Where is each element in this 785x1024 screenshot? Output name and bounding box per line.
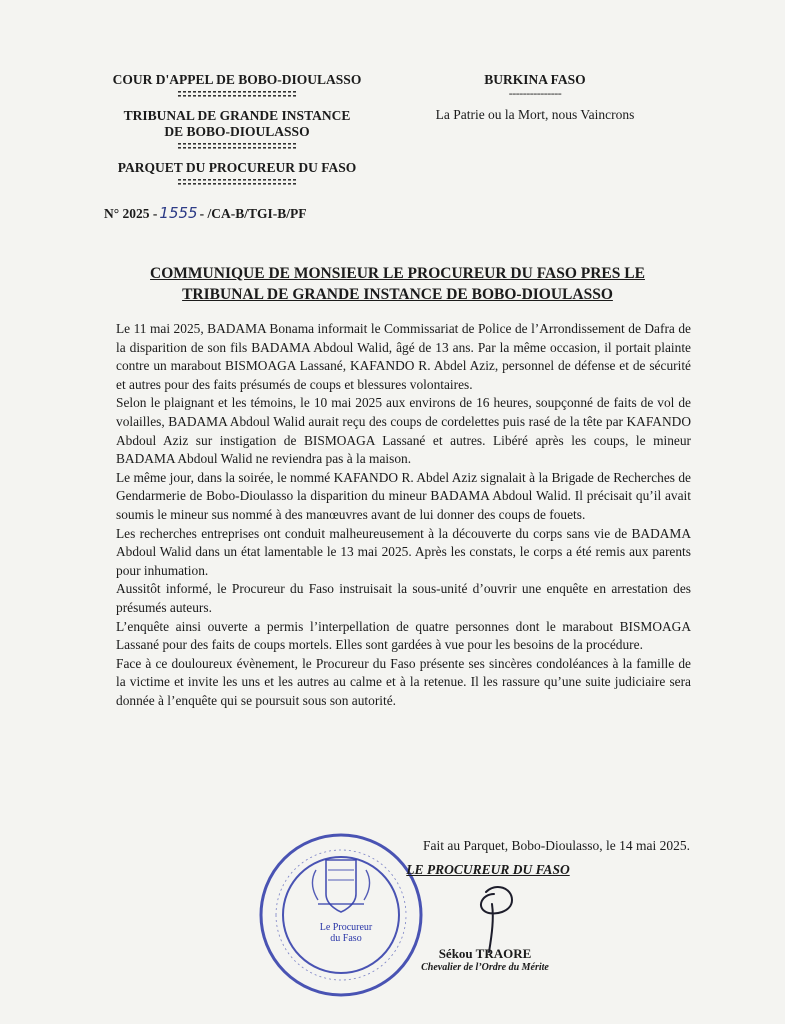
- ornamental-separator: [178, 143, 296, 149]
- communique-title: [96, 263, 699, 305]
- issuing-authority-header: [98, 72, 376, 196]
- parquet-name: PARQUET DU PROCUREUR DU FASO: [117, 160, 357, 175]
- place-and-date: Fait au Parquet, Bobo-Dioulasso, le 14 mai 2025.: [423, 838, 690, 853]
- tribunal-name-line1: TRIBUNAL DE GRANDE INSTANCE: [123, 108, 351, 123]
- signatory-name: Sékou TRAORE: [438, 946, 532, 961]
- ornamental-separator: [178, 179, 296, 185]
- reference-prefix: N° 2025: [104, 206, 150, 221]
- seal-line1: Le Procureur: [319, 922, 373, 933]
- paragraph: Selon le plaignant et les témoins, le 10 mai 2025 aux environs de 16 heures, soupçonné de faits de vol de volailles, BADAMA Abdoul Walid aurait reçu des coups de cordelettes puis rasé de la tête par KAFANDO Abdoul Aziz sur instigation de BISMOAGA Lassané et autres. Libéré après les coups, le mineur BADAMA Abdoul Walid ne reviendra pas à la maison.: [116, 395, 691, 467]
- paragraph: Le même jour, dans la soirée, le nommé KAFANDO R. Abdel Aziz signalait à la Brigade de Recherches de Gendarmerie de Bobo-Dioulasso la disparition du mineur BADAMA Abdoul Walid. Il précisait qu’il avait soumis le mineur sus nommé à des manœuvres avant de lui donner des coups de fouets.: [116, 469, 691, 522]
- court-name: COUR D'APPEL DE BOBO-DIOULASSO: [112, 72, 362, 87]
- paragraph: Aussitôt informé, le Procureur du Faso instruisait la sous-unité d’ouvrir une enquête en arrestation des présumés auteurs.: [116, 581, 691, 615]
- signatory-distinction: Chevalier de l’Ordre du Mérite: [421, 962, 549, 973]
- reference-suffix: /CA-B/TGI-B/PF: [207, 206, 307, 221]
- handwritten-reference-number: 1555: [159, 204, 198, 222]
- signatory-title: LE PROCUREUR DU FASO: [406, 862, 570, 877]
- title-line2: TRIBUNAL DE GRANDE INSTANCE DE BOBO-DIOULASSO: [182, 286, 613, 303]
- paragraph: Les recherches entreprises ont conduit malheureusement à la découverte du corps sans vie de BADAMA Abdoul Walid dans un état lamentable le 13 mai 2025. Après les constats, le corps a été remis aux parents pour inhumation.: [116, 525, 691, 578]
- paragraph: L’enquête ainsi ouverte a permis l’interpellation de quatre personnes dont le marabout BISMOAGA Lassané pour des faits de coups mortels. Elles sont gardées à vue pour les besoins de la procédure.: [116, 618, 691, 653]
- country-header: [404, 72, 666, 123]
- paragraph: Le 11 mai 2025, BADAMA Bonama informait le Commissariat de Police de l’Arrondissement de Dafra de la disparition de son fils BADAMA Abdoul Walid, âgé de 13 ans. Par la même occasion, il portait plainte contre un marabout BISMOAGA Lassané, KAFANDO R. Abdel Aziz, personnel de défense et de sécurité et autres pour des faits présumés de coups et blessures volontaires.: [116, 321, 691, 392]
- seal-center-text: [311, 922, 381, 944]
- official-seal-stamp: [256, 830, 426, 1000]
- national-motto: La Patrie ou la Mort, nous Vaincrons: [435, 107, 635, 122]
- ornamental-separator: [178, 91, 296, 97]
- country-name: BURKINA FASO: [484, 72, 586, 87]
- communique-body: [116, 320, 691, 710]
- country-separator: ---------------: [508, 86, 562, 100]
- title-line1: COMMUNIQUE DE MONSIEUR LE PROCUREUR DU FASO PRES LE: [150, 265, 645, 282]
- paragraph: Face à ce douloureux évènement, le Procureur du Faso présente ses sincères condoléances à la famille de la victime et invite les uns et les autres au calme et à la retenue. Il les rassure qu’une suite judiciaire sera donnée à l’enquête qui se poursuit sous son autorité.: [116, 655, 691, 708]
- seal-line2: du Faso: [330, 933, 362, 944]
- reference-number: N° 2025 - 1555 - /CA-B/TGI-B/PF: [104, 204, 307, 222]
- tribunal-name-line2: DE BOBO-DIOULASSO: [164, 124, 310, 139]
